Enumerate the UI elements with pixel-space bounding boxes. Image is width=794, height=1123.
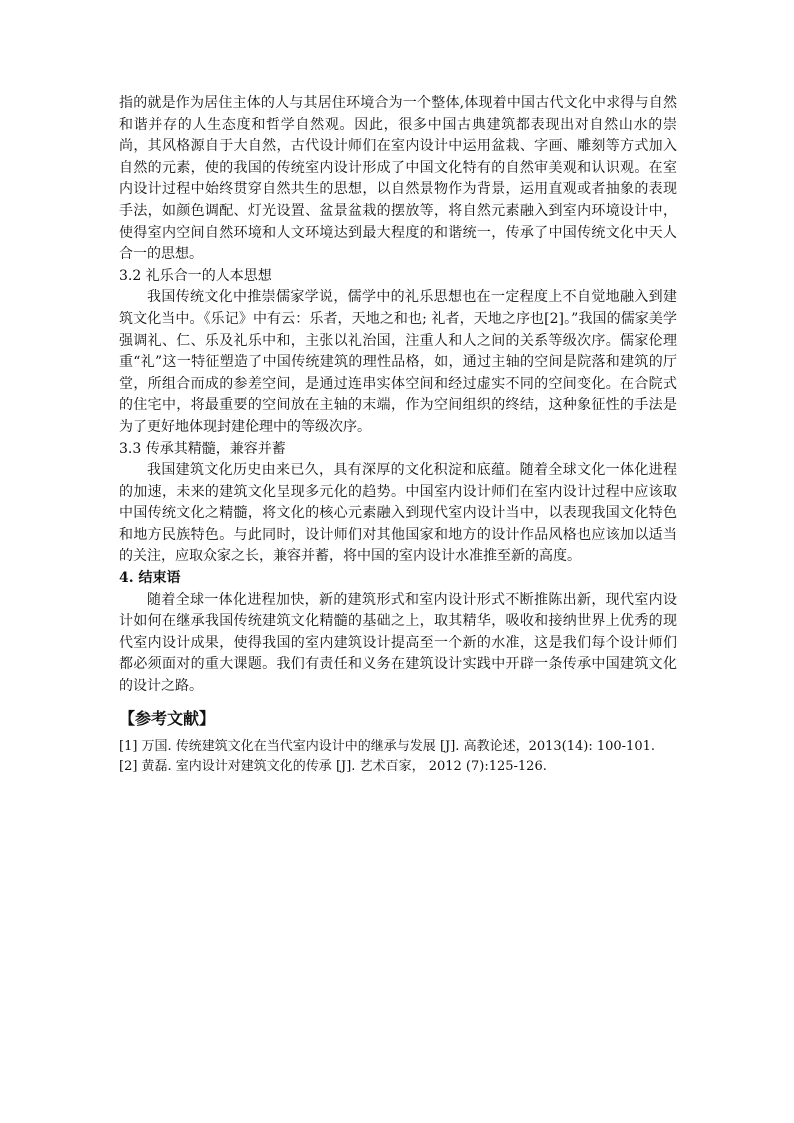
reference-item-2: [2] 黄磊. 室内设计对建筑文化的传承 [J]. 艺术百家， 2012 (7):125-126. xyxy=(119,758,547,774)
document-page xyxy=(119,93,677,777)
intro-paragraph: 指的就是作为居住主体的人与其居住环境合为一个整体,体现着中国古代文化中求得与自然和谐并存的人生态度和哲学自然观。因此，很多中国古典建筑都表现出对自然山水的崇尚，其风格源自于大自然，古代设计师们在室内设计中运用盆栽、字画、雕刻等方式加入自然的元素，使的我国的传统室内设计形成了中国文化特有的自然审美观和认识观。在室内设计过程中始终贯穿自然共生的思想，以自然景物作为背景，运用直观或者抽象的表现手法，如颜色调配、灯光设置、盆景盆栽的摆放等，将自然元素融入到室内环境设计中，使得室内空间自然环境和人文环境达到最大程度的和谐统一，传承了中国传统文化中天人合一的思想。 xyxy=(119,95,677,263)
reference-item-1: [1] 万国. 传统建筑文化在当代室内设计中的继承与发展 [J]. 高教论述，2013(14): 100-101. xyxy=(119,738,655,754)
section-paragraph-3-2: 我国传统文化中推崇儒家学说，儒学中的礼乐思想也在一定程度上不自觉地融入到建筑文化当中。《乐记》中有云：乐者，天地之和也; 礼者，天地之序也[2]。”我国的儒家美学强调礼、仁、乐及礼乐中和，主张以礼治国，注重人和人之间的关系等级次序。儒家伦理重“礼”这一特征塑造了中国传统建筑的理性品格，如，通过主轴的空间是院落和建筑的厅堂，所组合而成的参差空间，是通过连串实体空间和经过虚实不同的空间变化。在合院式的住宅中，将最重要的空间放在主轴的末端，作为空间组织的终结，这种象征性的手法是为了更好地体现封建伦理中的等级次序。 xyxy=(119,289,677,435)
section-heading-4: 4. 结束语 xyxy=(119,570,181,587)
section-heading-3-2: 3.2 礼乐合一的人本思想 xyxy=(119,267,272,284)
references-title: 【参考文献】 xyxy=(119,708,216,728)
section-paragraph-3-3: 我国建筑文化历史由来已久，具有深厚的文化积淀和底蕴。随着全球文化一体化进程的加速，未来的建筑文化呈现多元化的趋势。中国室内设计师们在室内设计过程中应该取中国传统文化之精髓，将文化的核心元素融入到现代室内设计当中，以表现我国文化特色和地方民族特色。与此同时，设计师们对其他国家和地方的设计作品风格也应该加以适当的关注，应取众家之长，兼容并蓄，将中国的室内设计水准推至新的高度。 xyxy=(119,462,677,565)
section-heading-3-3: 3.3 传承其精髓，兼容并蓄 xyxy=(119,440,286,457)
section-paragraph-4: 随着全球一体化进程加快，新的建筑形式和室内设计形式不断推陈出新，现代室内设计如何在继承我国传统建筑文化精髓的基础之上，取其精华，吸收和接纳世界上优秀的现代室内设计成果，使得我国的室内建筑设计提高至一个新的水准，这是我们每个设计师们都必须面对的重大课题。我们有责任和义务在建筑设计实践中开辟一条传承中国建筑文化的设计之路。 xyxy=(119,591,677,695)
